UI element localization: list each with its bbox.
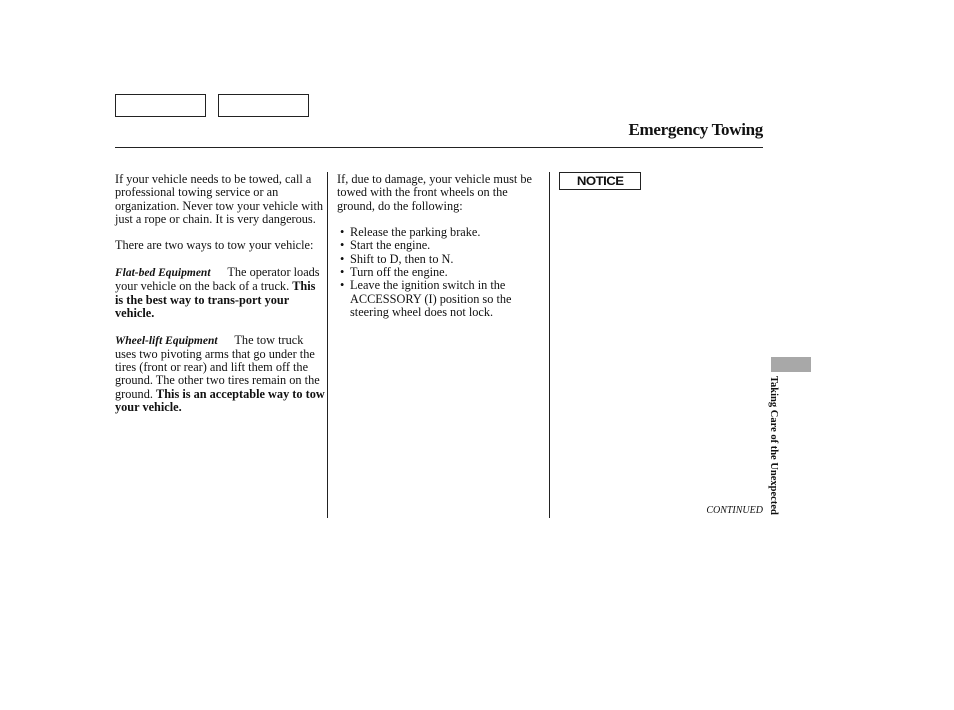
ways-paragraph: There are two ways to tow your vehicle: xyxy=(115,238,314,253)
column-towing-methods xyxy=(115,173,325,428)
section-side-label: Taking Care of the Unexpected xyxy=(768,376,779,515)
flatbed-bold: This is the best way to trans-port your vehicle. xyxy=(115,279,316,320)
wheellift-bold: This is an acceptable way to tow your vehicle. xyxy=(115,386,325,415)
list-item: • Shift to D, then to N. xyxy=(337,253,543,266)
section-tab-marker[interactable] xyxy=(771,357,811,372)
header-rule xyxy=(115,147,763,148)
column-front-wheel-towing xyxy=(337,173,543,319)
column-divider xyxy=(327,172,328,518)
wheellift-paragraph xyxy=(115,334,325,415)
wheellift-text: The tow truck uses two pivoting arms that go under the tires (front or rear) and lift them off the ground. The other two tires remain on the ground. xyxy=(115,332,320,401)
column-divider xyxy=(549,172,550,518)
flatbed-label: Flat-bed Equipment xyxy=(115,267,211,280)
list-item: • Turn off the engine. xyxy=(337,266,543,279)
page-title: Emergency Towing xyxy=(628,120,763,139)
list-item: • Release the parking brake. xyxy=(337,226,543,239)
flatbed-text: The operator loads your vehicle on the back of a truck. xyxy=(115,265,320,294)
notice-text: NOTICE xyxy=(576,174,624,188)
flatbed-paragraph xyxy=(115,266,325,320)
continued-label: CONTINUED xyxy=(706,505,763,516)
notice-label xyxy=(559,172,641,190)
steps-list xyxy=(337,226,543,319)
nav-box-previous[interactable] xyxy=(115,94,206,117)
list-item: • Leave the ignition switch in the ACCESSORY (I) position so the steering wheel does not lock. xyxy=(337,279,543,319)
front-wheel-intro: If, due to damage, your vehicle must be towed with the front wheels on the ground, do the following: xyxy=(337,172,532,213)
wheellift-label: Wheel-lift Equipment xyxy=(115,334,218,347)
intro-paragraph: If your vehicle needs to be towed, call a professional towing service or an organization. Never tow your vehicle with just a rope or chain. It is very dangerous. xyxy=(115,172,324,226)
nav-box-next[interactable] xyxy=(218,94,309,117)
list-item: • Start the engine. xyxy=(337,239,543,252)
